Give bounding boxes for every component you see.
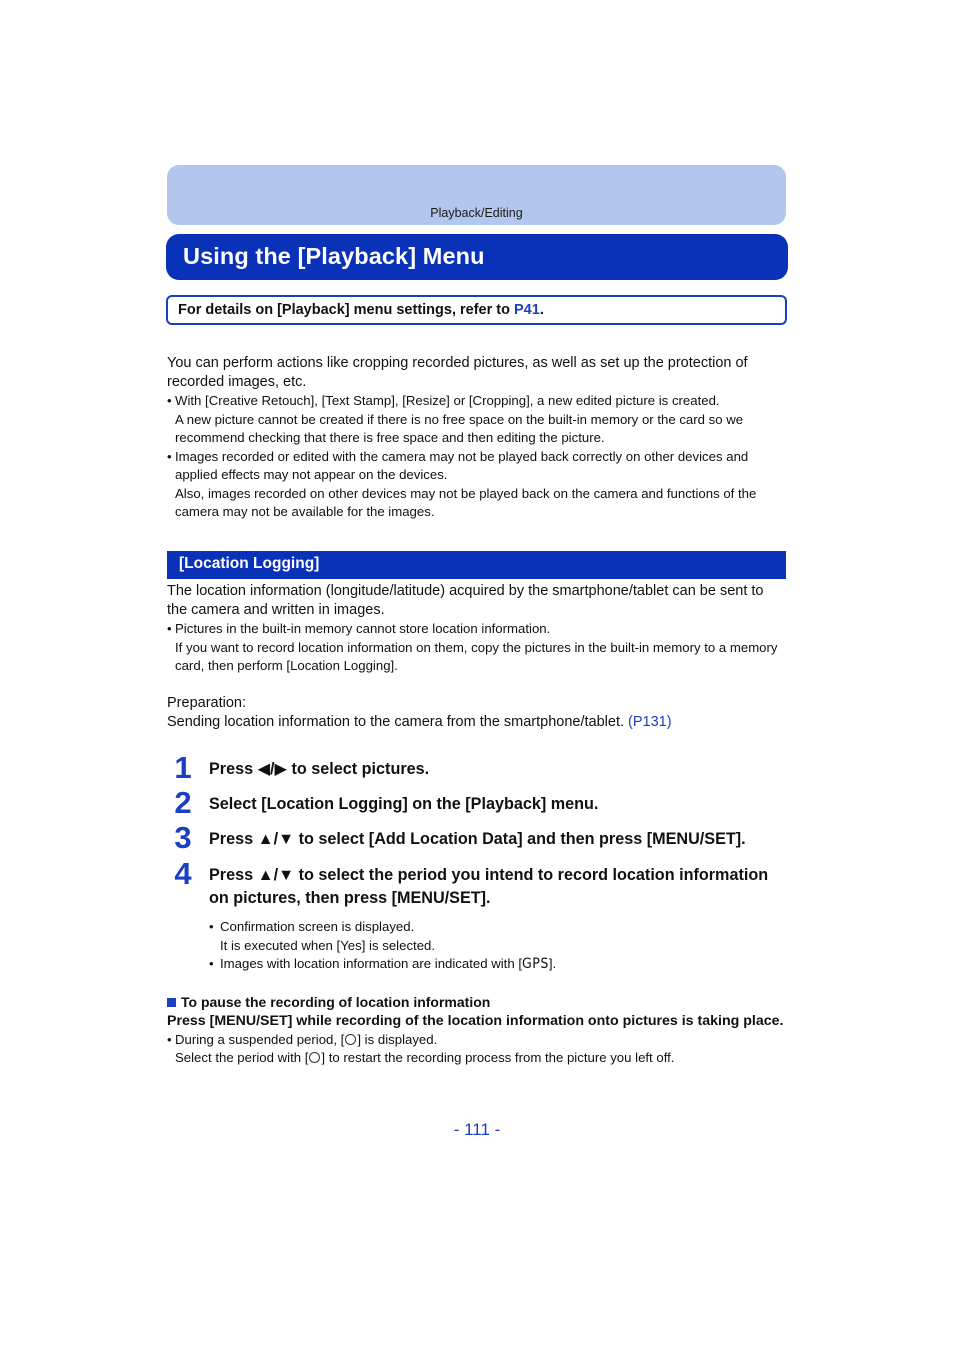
page-title: Using the [Playback] Menu bbox=[183, 243, 485, 269]
intro-block bbox=[167, 354, 787, 522]
square-bullet-icon bbox=[167, 998, 176, 1007]
preparation-line bbox=[167, 713, 787, 732]
note-confirmation-cont: It is executed when [Yes] is selected. bbox=[220, 937, 436, 953]
step-2-number: 2 bbox=[174, 785, 192, 820]
reference-suffix: . bbox=[539, 302, 544, 318]
pause-bullet-post: ] is displayed. bbox=[357, 1031, 438, 1047]
step-4-number: 4 bbox=[174, 856, 192, 891]
pause-bullet-pre: During a suspended period, [ bbox=[175, 1031, 345, 1047]
chapter-tab bbox=[167, 165, 786, 225]
pause-block bbox=[167, 993, 787, 1068]
title-bar bbox=[166, 234, 788, 280]
pause-heading: To pause the recording of location information bbox=[181, 994, 491, 1010]
chapter-label: Playback/Editing bbox=[430, 206, 523, 220]
preparation-text: Sending location information to the camera from the smartphone/tablet. bbox=[167, 713, 629, 730]
pause-instruction: Press [MENU/SET] while recording of the location information onto pictures is taking place. bbox=[167, 1012, 784, 1029]
step-4-text: Press ▲/▼ to select the period you intend to record location information on pictures, then press [MENU/SET]. bbox=[209, 866, 769, 907]
note-gps bbox=[209, 955, 779, 974]
section-body bbox=[167, 582, 787, 732]
preparation-label: Preparation: bbox=[167, 694, 246, 711]
step-3-text: Press ▲/▼ to select [Add Location Data] and then press [MENU/SET]. bbox=[209, 830, 746, 848]
pause-bullet bbox=[167, 1031, 787, 1050]
preparation-link-p131[interactable]: (P131) bbox=[628, 713, 672, 730]
pause-heading-row bbox=[167, 993, 787, 1012]
step-3-number: 3 bbox=[174, 820, 192, 855]
reference-box bbox=[166, 295, 787, 325]
step-2-text: Select [Location Logging] on the [Playback] menu. bbox=[209, 795, 599, 813]
step-1-number: 1 bbox=[174, 750, 192, 785]
intro-bullet-2-cont: Also, images recorded on other devices may not be played back on the camera and functions of the camera may not be available for the images. bbox=[175, 485, 757, 519]
reference-link-p41[interactable]: P41 bbox=[514, 302, 540, 318]
pause-cont-pre: Select the period with [ bbox=[175, 1050, 309, 1065]
section-bullet-cont: If you want to record location information on them, copy the pictures in the built-in memory to a memory card, then perform [Location Logging]. bbox=[175, 639, 778, 673]
reference-text: For details on [Playback] menu settings, refer to bbox=[178, 302, 514, 318]
pause-circle-icon bbox=[345, 1034, 356, 1045]
step-1-text: Press ◀/▶ to select pictures. bbox=[209, 760, 430, 778]
gps-icon: GPS bbox=[522, 956, 549, 972]
section-header-location-logging: [Location Logging] bbox=[167, 551, 786, 579]
intro-bullet-1: • With [Creative Retouch], [Text Stamp], [Resize] or [Cropping], a new edited picture is created. bbox=[167, 392, 787, 411]
note-gps-text-post: ]. bbox=[548, 956, 557, 971]
pause-bullet-cont bbox=[167, 1049, 787, 1068]
step-notes bbox=[209, 918, 779, 974]
intro-lead: You can perform actions like cropping recorded pictures, as well as set up the protection of recorded images, etc. bbox=[167, 355, 748, 390]
restart-circle-icon bbox=[309, 1052, 320, 1063]
section-bullet: • Pictures in the built-in memory cannot store location information. bbox=[167, 620, 787, 639]
page-number: - 111 - bbox=[453, 1120, 501, 1139]
note-confirmation: • Confirmation screen is displayed. bbox=[209, 918, 779, 937]
pause-cont-post: ] to restart the recording process from the picture you left off. bbox=[321, 1050, 675, 1065]
note-gps-text-pre: Images with location information are indicated with [ bbox=[220, 956, 522, 971]
section-lead: The location information (longitude/latitude) acquired by the smartphone/tablet can be sent to the camera and written in images. bbox=[167, 583, 764, 618]
intro-bullet-2: • Images recorded or edited with the camera may not be played back correctly on other devices and applied effects may not appear on the devices. bbox=[167, 448, 787, 485]
intro-bullet-1-cont: A new picture cannot be created if there is no free space on the built-in memory or the card so we recommend checking that there is free space and then editing the picture. bbox=[175, 411, 744, 445]
